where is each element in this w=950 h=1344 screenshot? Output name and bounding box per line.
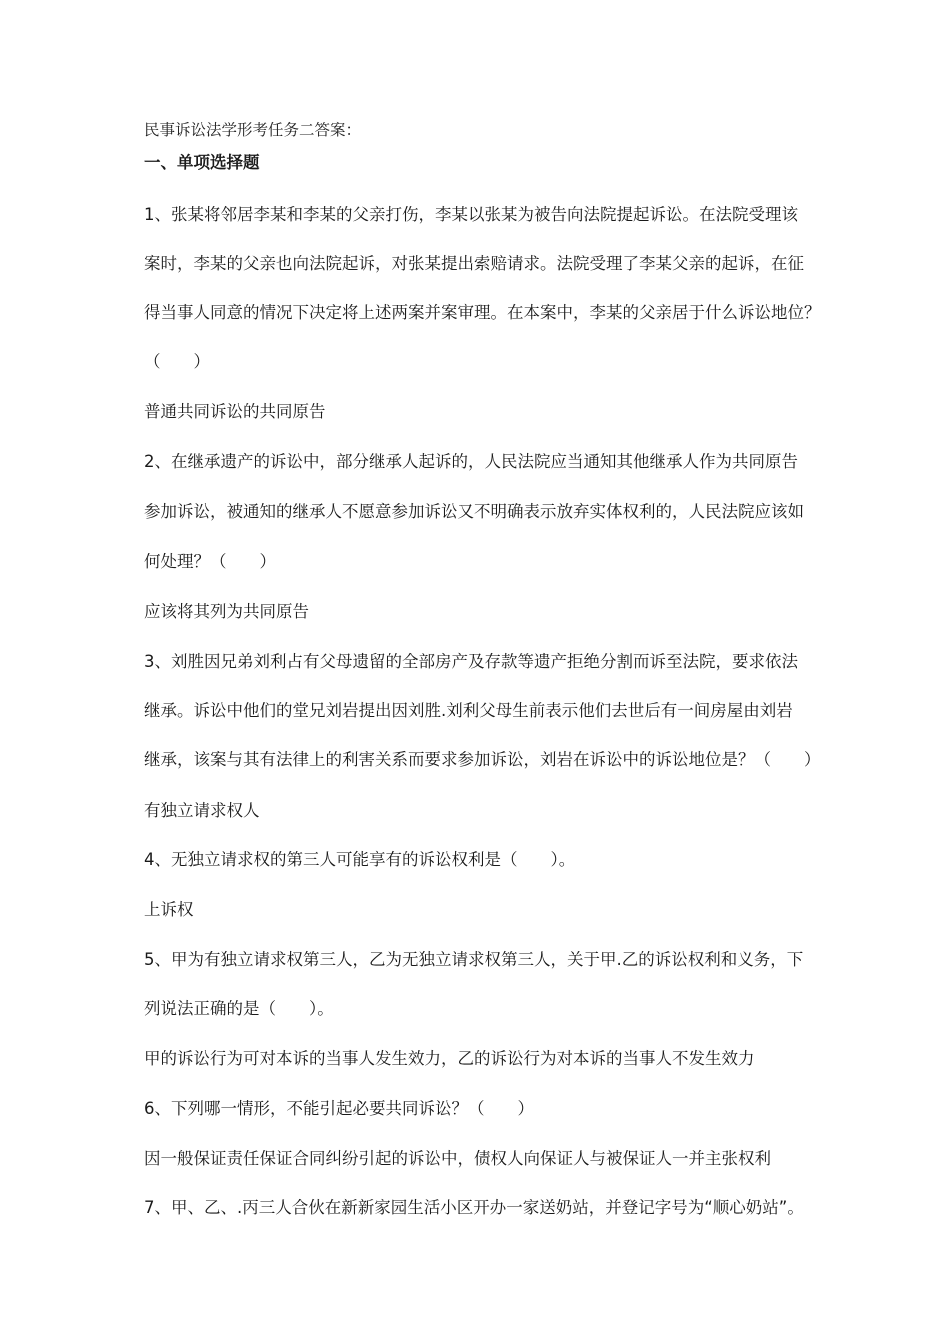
question-1-line-1: 1、张某将邻居李某和李某的父亲打伤，李某以张某为被告向法院提起诉讼。在法院受理该 (144, 205, 798, 224)
question-5-line-1: 5、甲为有独立请求权第三人，乙为无独立请求权第三人，关于甲.乙的诉讼权利和义务，下 (144, 950, 804, 969)
answer-4: 上诉权 (144, 900, 194, 919)
question-1-line-3: 得当事人同意的情况下决定将上述两案并案审理。在本案中，李某的父亲居于什么诉讼地位？ (144, 303, 821, 322)
question-2-line-2: 参加诉讼，被通知的继承人不愿意参加诉讼又不明确表示放弃实体权利的，人民法院应该如 (144, 502, 804, 521)
question-6: 6、下列哪一情形，不能引起必要共同诉讼？（ ） (144, 1099, 534, 1118)
document-intro: 民事诉讼法学形考任务二答案： (144, 121, 362, 139)
question-7-line-1: 7、甲、乙、.丙三人合伙在新新家园生活小区开办一家送奶站，并登记字号为“顺心奶站”。 (144, 1198, 804, 1217)
answer-5: 甲的诉讼行为可对本诉的当事人发生效力，乙的诉讼行为对本诉的当事人不发生效力 (144, 1049, 755, 1068)
section-heading: 一、单项选择题 (144, 153, 260, 172)
answer-6: 因一般保证责任保证合同纠纷引起的诉讼中，债权人向保证人与被保证人一并主张权利 (144, 1149, 771, 1168)
question-3-line-3: 继承，该案与其有法律上的利害关系而要求参加诉讼，刘岩在诉讼中的诉讼地位是？（ ） (144, 750, 821, 769)
question-5-line-2: 列说法正确的是（ ）。 (144, 999, 334, 1018)
answer-3: 有独立请求权人 (144, 801, 260, 820)
question-1-line-4: （ ） (144, 352, 210, 371)
question-2-line-1: 2、在继承遗产的诉讼中，部分继承人起诉的，人民法院应当通知其他继承人作为共同原告 (144, 452, 798, 471)
question-3-line-2: 继承。诉讼中他们的堂兄刘岩提出因刘胜.刘利父母生前表示他们去世后有一间房屋由刘岩 (144, 701, 793, 720)
answer-1: 普通共同诉讼的共同原告 (144, 402, 326, 421)
question-2-line-3: 何处理？（ ） (144, 552, 276, 571)
question-1-line-2: 案时，李某的父亲也向法院起诉，对张某提出索赔请求。法院受理了李某父亲的起诉，在征 (144, 254, 804, 273)
question-3-line-1: 3、刘胜因兄弟刘利占有父母遗留的全部房产及存款等遗产拒绝分割而诉至法院，要求依法 (144, 652, 798, 671)
answer-2: 应该将其列为共同原告 (144, 602, 309, 621)
question-4: 4、无独立请求权的第三人可能享有的诉讼权利是（ ）。 (144, 850, 576, 869)
